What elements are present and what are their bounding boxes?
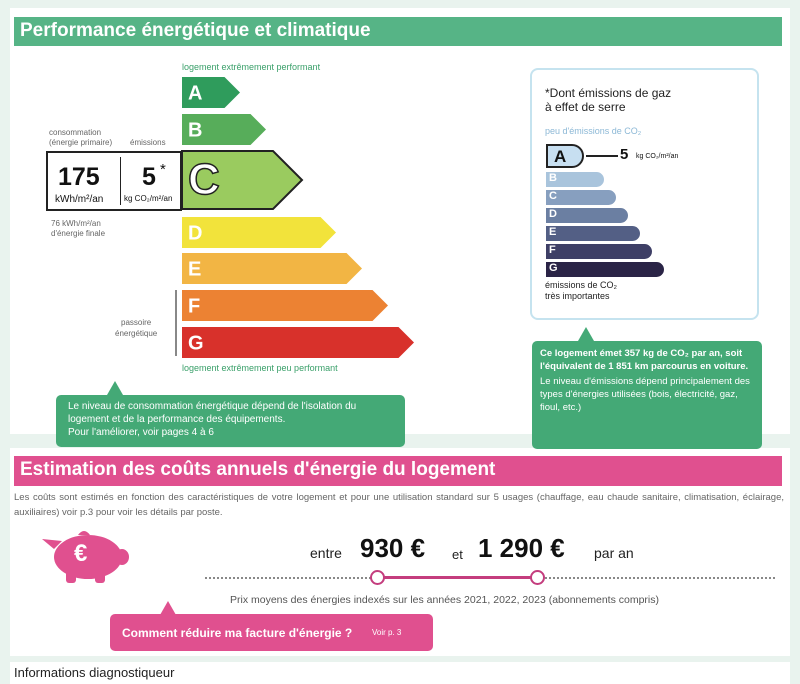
consumption-unit: kWh/m²/an: [55, 194, 104, 205]
ges-class-b-bar: [546, 172, 604, 187]
energy-section-title: Performance énergétique et climatique: [20, 20, 371, 41]
energy-bottom-label: logement extrêmement peu performant: [182, 363, 338, 373]
reduce-bill-ref[interactable]: Voir p. 3: [372, 628, 402, 637]
cost-high-value: 1 290 €: [478, 533, 565, 563]
consumption-value: 175: [58, 163, 100, 191]
passoire-bracket: [175, 290, 177, 356]
piggy-euro-symbol: €: [74, 540, 88, 567]
ges-bottom-label: émissions de CO₂ très importantes: [545, 280, 618, 301]
consumption-label: consommation (énergie primaire): [49, 128, 113, 147]
energy-class-b-arrow: [180, 112, 268, 147]
ges-class-e-label: E: [549, 226, 557, 238]
cost-prices-note: Prix moyens des énergies indexés sur les années 2021, 2022, 2023 (abonnements compris): [230, 594, 659, 606]
ges-class-a-bar: [546, 144, 584, 168]
emissions-value: 5: [142, 163, 156, 191]
ges-class-b-label: B: [549, 172, 557, 184]
ges-class-c-label: C: [549, 190, 557, 202]
ges-class-a-label: A: [554, 147, 567, 166]
cost-low-value: 930 €: [360, 533, 426, 563]
reduce-bill-link[interactable]: [110, 614, 433, 651]
energy-class-a-label: A: [188, 82, 203, 105]
diagnostician-info-title: Informations diagnostiqueur: [14, 665, 175, 680]
cost-per-year-label: par an: [594, 545, 634, 561]
consumption-divider: [120, 157, 121, 205]
energy-class-c-label: C: [188, 155, 220, 204]
cost-section-title: Estimation des coûts annuels d'énergie du logement: [20, 459, 496, 480]
ges-class-d-label: D: [549, 208, 557, 220]
ges-class-f-bar: [546, 244, 652, 259]
ges-note: [532, 341, 762, 449]
energy-class-g-label: G: [188, 332, 204, 355]
energy-class-e-arrow: [180, 251, 364, 286]
cost-section-header: [14, 456, 782, 486]
passoire-label: passoire énergétique: [115, 318, 158, 338]
energy-class-d-arrow: [180, 215, 338, 250]
ges-note-bold: Ce logement émet 357 kg de CO₂ par an, soit l'équivalent de 1 851 km parcourus en voiture.: [540, 348, 749, 372]
energy-class-g-arrow: [180, 325, 416, 360]
cost-and-label: et: [452, 547, 463, 562]
ges-class-f-label: F: [549, 244, 556, 256]
energy-top-label: logement extrêmement performant: [182, 62, 321, 72]
emissions-star: *: [160, 161, 166, 178]
reduce-bill-pointer: [160, 601, 176, 615]
energy-class-f-arrow: [180, 288, 390, 323]
energy-note-text: Le niveau de consommation énergétique dépend de l'isolation du logement et de la performance des équipements. Pour l'améliorer, voir pages 4 à 6: [68, 401, 357, 438]
energy-note-pointer: [107, 381, 123, 395]
energy-section-header: [14, 17, 782, 46]
cost-intro: Les coûts sont estimés en fonction des caractéristiques de votre logement et pour une utilisation standard sur 5 usages (chauffage, eau chaude sanitaire, climatisation, éclairage, auxiliaires) voir p.3 pour voir les détails par poste.: [14, 492, 784, 518]
energy-note: [56, 395, 405, 447]
ges-class-g-bar: [546, 262, 664, 277]
ges-class-d-bar: [546, 208, 628, 223]
final-energy-note: 76 kWh/m²/an d'énergie finale: [51, 219, 106, 238]
ges-class-e-bar: [546, 226, 640, 241]
ges-top-label: peu d'émissions de CO₂: [545, 126, 642, 136]
cost-between-label: entre: [310, 545, 342, 561]
emissions-unit: kg CO₂/m²/an: [124, 194, 173, 203]
ges-note-pointer: [578, 327, 594, 341]
ges-pointer-line: [586, 155, 618, 157]
cost-range-low-marker: [370, 570, 385, 585]
emissions-label: émissions: [130, 138, 166, 147]
energy-class-d-label: D: [188, 222, 203, 245]
energy-class-c-arrow: [180, 149, 304, 211]
energy-class-b-label: B: [188, 119, 203, 142]
ges-note-text: Le niveau d'émissions dépend principalement des types d'énergies utilisées (bois, électricité, gaz, fioul, etc.): [540, 376, 750, 413]
ges-value: 5: [620, 146, 629, 163]
reduce-bill-text[interactable]: Comment réduire ma facture d'énergie ?: [122, 626, 353, 640]
cost-range-high-marker: [530, 570, 545, 585]
energy-class-f-label: F: [188, 295, 201, 318]
ges-title: *Dont émissions de gaz à effet de serre: [545, 86, 672, 114]
cost-range-bar: [377, 576, 537, 579]
ges-unit: kg CO₂/m²/an: [636, 153, 679, 160]
ges-class-g-label: G: [549, 262, 558, 274]
energy-class-e-label: E: [188, 258, 202, 281]
ges-class-c-bar: [546, 190, 616, 205]
energy-class-a-arrow: [180, 75, 242, 110]
